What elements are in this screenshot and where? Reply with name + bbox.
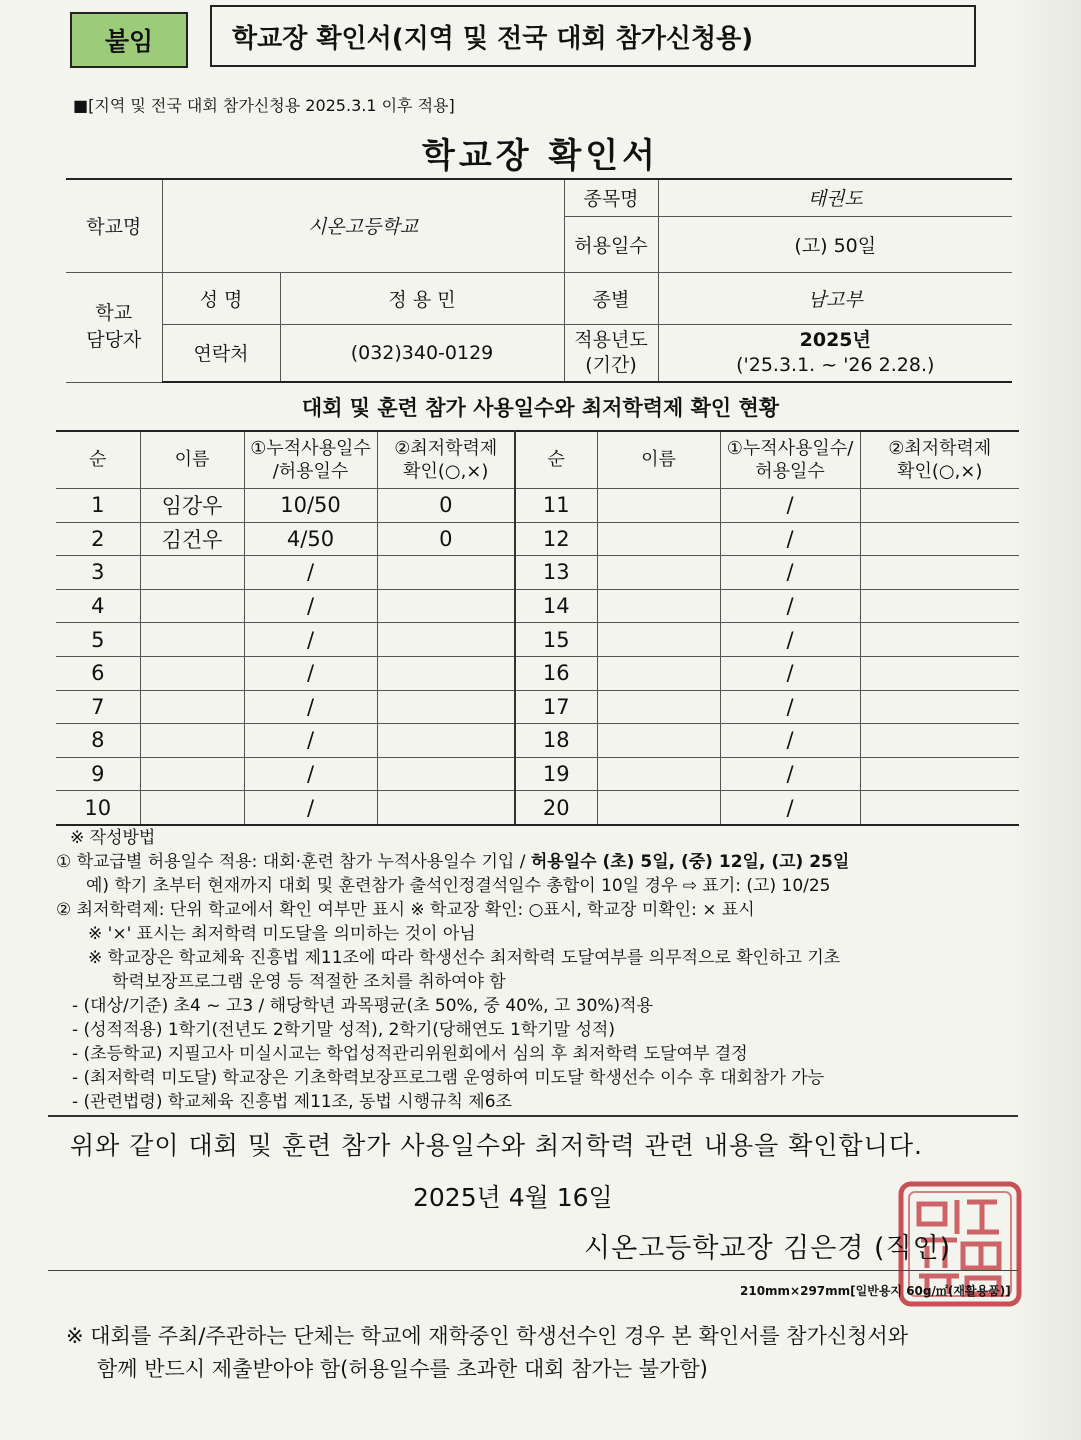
cell-days: / bbox=[244, 556, 377, 590]
cell-name-2 bbox=[597, 489, 720, 523]
cell-days-2: / bbox=[720, 724, 860, 758]
sport-value: 태권도 bbox=[658, 179, 1012, 216]
cell-order-2: 17 bbox=[515, 690, 597, 724]
cell-name bbox=[140, 791, 244, 825]
cell-order: 10 bbox=[56, 791, 140, 825]
cell-order-2: 13 bbox=[515, 556, 597, 590]
cell-order: 9 bbox=[56, 757, 140, 791]
header-days-2: ①누적사용일수/ 허용일수 bbox=[720, 431, 860, 489]
cell-academic-2 bbox=[860, 690, 1019, 724]
roster-table bbox=[56, 430, 1019, 826]
header-name-2: 이름 bbox=[597, 431, 720, 489]
cell-order: 1 bbox=[56, 489, 140, 523]
cell-order: 3 bbox=[56, 556, 140, 590]
page-title: 학교장 확인서 bbox=[422, 136, 659, 176]
table-row bbox=[56, 656, 1019, 690]
cell-order-2: 19 bbox=[515, 757, 597, 791]
cell-name-2 bbox=[597, 589, 720, 623]
allowed-days-value: (고) 50일 bbox=[658, 216, 1012, 272]
cell-days-2: / bbox=[720, 522, 860, 556]
detail-3: - (초등학교) 지필고사 미실시교는 학업성적관리위원회에서 심의 후 최저학력 도달여부 결정 bbox=[72, 1044, 748, 1064]
cell-order-2: 11 bbox=[515, 489, 597, 523]
cell-days: / bbox=[244, 791, 377, 825]
cell-name-2 bbox=[597, 522, 720, 556]
cell-name bbox=[140, 724, 244, 758]
cell-name-2 bbox=[597, 791, 720, 825]
cell-name-2 bbox=[597, 757, 720, 791]
period-label: 적용년도 (기간) bbox=[564, 324, 658, 382]
cell-days: / bbox=[244, 724, 377, 758]
cell-academic bbox=[377, 623, 515, 657]
paper-spec: 210mm×297mm[일반용지 60g/㎡(재활용품)] bbox=[740, 1284, 1011, 1298]
cell-name-2 bbox=[597, 724, 720, 758]
cell-academic bbox=[377, 791, 515, 825]
note-2: ② 최저학력제: 단위 학교에서 확인 여부만 표시 ※ 학교장 확인: ○표시, 학교장 미확인: × 표시 bbox=[56, 900, 755, 920]
cell-academic-2 bbox=[860, 489, 1019, 523]
table-row bbox=[56, 589, 1019, 623]
cell-days: / bbox=[244, 589, 377, 623]
cell-days-2: / bbox=[720, 791, 860, 825]
note-2-sub-2: ※ 학교장은 학교체육 진흥법 제11조에 따라 학생선수 최저학력 도달여부를 의무적으로 확인하고 기초 bbox=[88, 948, 841, 968]
submission-note-line-1: ※ 대회를 주최/주관하는 단체는 학교에 재학중인 학생선수인 경우 본 확인서를 참가신청서와 bbox=[66, 1324, 909, 1348]
note-1-text: ① 학교급별 허용일수 적용: 대회·훈련 참가 누적사용일수 기입 / bbox=[56, 852, 531, 872]
table-row bbox=[56, 556, 1019, 590]
note-1 bbox=[56, 850, 1046, 874]
table-row bbox=[56, 791, 1019, 825]
cell-order-2: 12 bbox=[515, 522, 597, 556]
cell-name-2 bbox=[597, 690, 720, 724]
footer-divider bbox=[48, 1270, 1018, 1271]
cell-name bbox=[140, 556, 244, 590]
cell-academic bbox=[377, 724, 515, 758]
cell-order-2: 20 bbox=[515, 791, 597, 825]
table-row bbox=[56, 522, 1019, 556]
header-academic-2: ②최저학력제 확인(○,×) bbox=[860, 431, 1019, 489]
sport-label: 종목명 bbox=[564, 179, 658, 216]
table-row bbox=[56, 757, 1019, 791]
table-row bbox=[56, 489, 1019, 523]
cell-academic-2 bbox=[860, 556, 1019, 590]
cell-days-2: / bbox=[720, 690, 860, 724]
cell-academic-2 bbox=[860, 623, 1019, 657]
cell-name-2 bbox=[597, 556, 720, 590]
detail-5: - (관련법령) 학교체육 진흥법 제11조, 동법 시행규칙 제6조 bbox=[72, 1092, 512, 1112]
table-row bbox=[56, 623, 1019, 657]
header-days: ①누적사용일수 /허용일수 bbox=[244, 431, 377, 489]
note-2-sub-2-cont: 학력보장프로그램 운영 등 적절한 조치를 취하여야 함 bbox=[112, 972, 506, 992]
detail-1: - (대상/기준) 초4 ~ 고3 / 해당학년 과목평균(초 50%, 중 40%, 고 30%)적용 bbox=[72, 996, 654, 1016]
table-row bbox=[56, 690, 1019, 724]
cell-order: 2 bbox=[56, 522, 140, 556]
cell-academic-2 bbox=[860, 791, 1019, 825]
instructions bbox=[56, 826, 1046, 1114]
cell-academic bbox=[377, 690, 515, 724]
cell-days-2: / bbox=[720, 656, 860, 690]
name-value: 정 용 민 bbox=[280, 272, 564, 324]
cell-order-2: 16 bbox=[515, 656, 597, 690]
cell-name bbox=[140, 656, 244, 690]
cell-academic bbox=[377, 757, 515, 791]
issue-date: 2025년 4월 16일 bbox=[413, 1183, 613, 1212]
period-range: ('25.3.1. ~ '26 2.28.) bbox=[736, 353, 935, 376]
cell-days: / bbox=[244, 623, 377, 657]
cell-academic-2 bbox=[860, 589, 1019, 623]
notes-divider bbox=[48, 1115, 1018, 1117]
cell-order-2: 15 bbox=[515, 623, 597, 657]
school-label: 학교명 bbox=[66, 179, 162, 272]
header-name: 이름 bbox=[140, 431, 244, 489]
note-1-bold: 허용일수 (초) 5일, (중) 12일, (고) 25일 bbox=[530, 852, 850, 872]
category-value: 남고부 bbox=[658, 272, 1012, 324]
contact-value: (032)340-0129 bbox=[280, 324, 564, 382]
cell-name: 임강우 bbox=[140, 489, 244, 523]
cell-name bbox=[140, 690, 244, 724]
cell-order: 4 bbox=[56, 589, 140, 623]
section-title: 대회 및 훈련 참가 사용일수와 최저학력제 확인 현황 bbox=[301, 396, 780, 420]
cell-order-2: 14 bbox=[515, 589, 597, 623]
cell-academic bbox=[377, 556, 515, 590]
cell-days: / bbox=[244, 656, 377, 690]
cell-days-2: / bbox=[720, 556, 860, 590]
period-year: 2025년 bbox=[799, 329, 871, 352]
contact-label: 연락처 bbox=[162, 324, 280, 382]
allowed-days-label: 허용일수 bbox=[564, 216, 658, 272]
detail-4: - (최저학력 미도달) 학교장은 기초학력보장프로그램 운영하여 미도달 학생선수 이수 후 대회참가 가능 bbox=[72, 1068, 825, 1088]
header-order-2: 순 bbox=[515, 431, 597, 489]
cell-days-2: / bbox=[720, 757, 860, 791]
cell-academic-2 bbox=[860, 757, 1019, 791]
cell-order: 6 bbox=[56, 656, 140, 690]
cell-order-2: 18 bbox=[515, 724, 597, 758]
cell-order: 8 bbox=[56, 724, 140, 758]
cell-academic-2 bbox=[860, 724, 1019, 758]
category-label: 종별 bbox=[564, 272, 658, 324]
cell-academic bbox=[377, 656, 515, 690]
cell-days-2: / bbox=[720, 489, 860, 523]
submission-note bbox=[66, 1320, 908, 1386]
cell-name-2 bbox=[597, 623, 720, 657]
cell-days: 4/50 bbox=[244, 522, 377, 556]
cell-academic-2 bbox=[860, 656, 1019, 690]
cell-days-2: / bbox=[720, 623, 860, 657]
cell-name bbox=[140, 589, 244, 623]
cell-days: 10/50 bbox=[244, 489, 377, 523]
notes-heading: ※ 작성방법 bbox=[70, 828, 156, 848]
header-academic: ②최저학력제 확인(○,×) bbox=[377, 431, 515, 489]
school-value: 시온고등학교 bbox=[162, 179, 564, 272]
period-value bbox=[658, 324, 1012, 382]
confirmation-statement: 위와 같이 대회 및 훈련 참가 사용일수와 최저학력 관련 내용을 확인합니다. bbox=[70, 1131, 923, 1160]
principal-signature: 시온고등학교장 김은경 (직인) bbox=[584, 1233, 952, 1264]
table-row bbox=[56, 724, 1019, 758]
school-info-table bbox=[66, 178, 1012, 383]
cell-academic: 0 bbox=[377, 489, 515, 523]
cell-order: 5 bbox=[56, 623, 140, 657]
cell-order: 7 bbox=[56, 690, 140, 724]
note-2-sub-1: ※ '×' 표시는 최저학력 미도달을 의미하는 것이 아님 bbox=[88, 924, 476, 944]
cell-academic bbox=[377, 589, 515, 623]
attachment-badge: 붙임 bbox=[70, 12, 188, 68]
cell-name-2 bbox=[597, 656, 720, 690]
header-order: 순 bbox=[56, 431, 140, 489]
cell-academic: 0 bbox=[377, 522, 515, 556]
header-title: 학교장 확인서(지역 및 전국 대회 참가신청용) bbox=[210, 5, 976, 67]
cell-name: 김건우 bbox=[140, 522, 244, 556]
cell-name bbox=[140, 757, 244, 791]
submission-note-line-2: 함께 반드시 제출받아야 함(허용일수를 초과한 대회 참가는 불가함) bbox=[97, 1357, 708, 1381]
cell-days: / bbox=[244, 757, 377, 791]
cell-days-2: / bbox=[720, 589, 860, 623]
cell-days: / bbox=[244, 690, 377, 724]
cell-academic-2 bbox=[860, 522, 1019, 556]
cell-name bbox=[140, 623, 244, 657]
applicability-note: ■[지역 및 전국 대회 참가신청용 2025.3.1 이후 적용] bbox=[73, 96, 455, 115]
note-1-example: 예) 학기 초부터 현재까지 대회 및 훈련참가 출석인정결석일수 총합이 10일 경우 ⇨ 표기: (고) 10/25 bbox=[86, 876, 831, 896]
detail-2: - (성적적용) 1학기(전년도 2학기말 성적), 2학기(당해연도 1학기말 성적) bbox=[72, 1020, 615, 1040]
name-label: 성 명 bbox=[162, 272, 280, 324]
roster-header-row bbox=[56, 431, 1019, 489]
manager-label: 학교 담당자 bbox=[66, 272, 162, 382]
